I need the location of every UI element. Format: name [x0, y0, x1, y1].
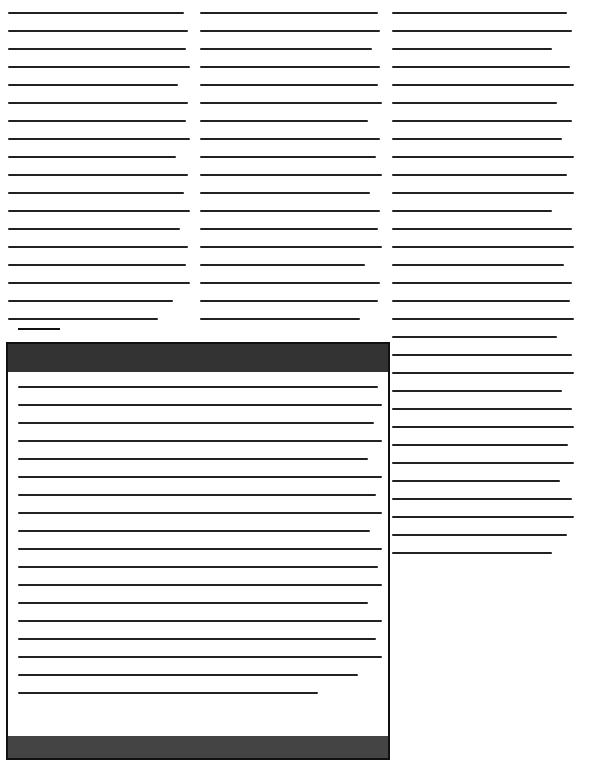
text-line [392, 30, 572, 32]
text-line [8, 30, 188, 32]
text-line [200, 12, 378, 14]
text-line [8, 156, 176, 158]
text-line [200, 174, 382, 176]
text-line [392, 498, 572, 500]
text-line [18, 422, 374, 424]
text-line [8, 102, 188, 104]
text-line [392, 120, 572, 122]
text-line [8, 228, 180, 230]
text-line [8, 282, 190, 284]
text-line [392, 12, 567, 14]
text-line [18, 458, 368, 460]
text-line [392, 372, 574, 374]
text-line [18, 674, 358, 676]
text-line [8, 66, 190, 68]
text-line [392, 390, 562, 392]
column-left [8, 6, 193, 336]
box-footer-bar [8, 736, 388, 758]
text-line [200, 210, 380, 212]
text-line [392, 552, 552, 554]
text-line [200, 264, 365, 266]
text-line [18, 512, 382, 514]
text-line [392, 534, 567, 536]
box-title-bar [8, 344, 388, 372]
text-line [18, 386, 378, 388]
box-text [18, 380, 382, 710]
text-line [18, 620, 382, 622]
text-line [392, 354, 572, 356]
text-line [200, 30, 380, 32]
text-line [392, 318, 574, 320]
text-line [8, 246, 188, 248]
text-line [392, 84, 574, 86]
text-line [392, 444, 568, 446]
text-line [8, 12, 184, 14]
text-line [18, 656, 382, 658]
text-line [200, 246, 382, 248]
text-line [8, 300, 173, 302]
text-line [18, 602, 368, 604]
text-line [392, 300, 570, 302]
text-line [200, 102, 382, 104]
text-line [8, 48, 186, 50]
text-line [18, 548, 382, 550]
text-line [8, 174, 188, 176]
text-line [392, 462, 574, 464]
text-line [18, 440, 382, 442]
text-line [392, 282, 572, 284]
text-line [392, 264, 564, 266]
column-middle [200, 6, 385, 336]
text-line [200, 192, 370, 194]
text-line [392, 480, 560, 482]
text-line [18, 692, 318, 694]
text-line [8, 318, 158, 320]
text-line [200, 120, 368, 122]
text-line [200, 318, 360, 320]
text-line [392, 138, 562, 140]
text-line [8, 264, 186, 266]
text-line [392, 246, 574, 248]
text-line [8, 120, 186, 122]
text-line [18, 530, 370, 532]
end-marker [18, 328, 60, 330]
text-line [200, 66, 380, 68]
text-line [200, 156, 376, 158]
text-line [392, 156, 574, 158]
text-line [200, 138, 380, 140]
column-right [392, 6, 580, 566]
text-line [392, 210, 552, 212]
text-line [8, 138, 190, 140]
text-line [392, 66, 570, 68]
text-line [18, 638, 376, 640]
text-line [18, 566, 378, 568]
text-line [18, 404, 382, 406]
text-line [392, 516, 574, 518]
text-line [200, 48, 372, 50]
text-line [200, 228, 378, 230]
text-line [392, 102, 557, 104]
text-line [8, 84, 178, 86]
boxed-article [6, 342, 390, 760]
text-line [200, 282, 380, 284]
text-line [18, 476, 382, 478]
text-line [392, 48, 552, 50]
text-line [200, 300, 378, 302]
text-line [18, 494, 376, 496]
text-line [8, 192, 184, 194]
text-line [392, 426, 574, 428]
text-line [392, 228, 572, 230]
text-line [392, 336, 557, 338]
text-line [18, 584, 382, 586]
text-line [392, 174, 567, 176]
text-line [392, 192, 574, 194]
text-line [392, 408, 572, 410]
text-line [200, 84, 378, 86]
text-line [8, 210, 190, 212]
